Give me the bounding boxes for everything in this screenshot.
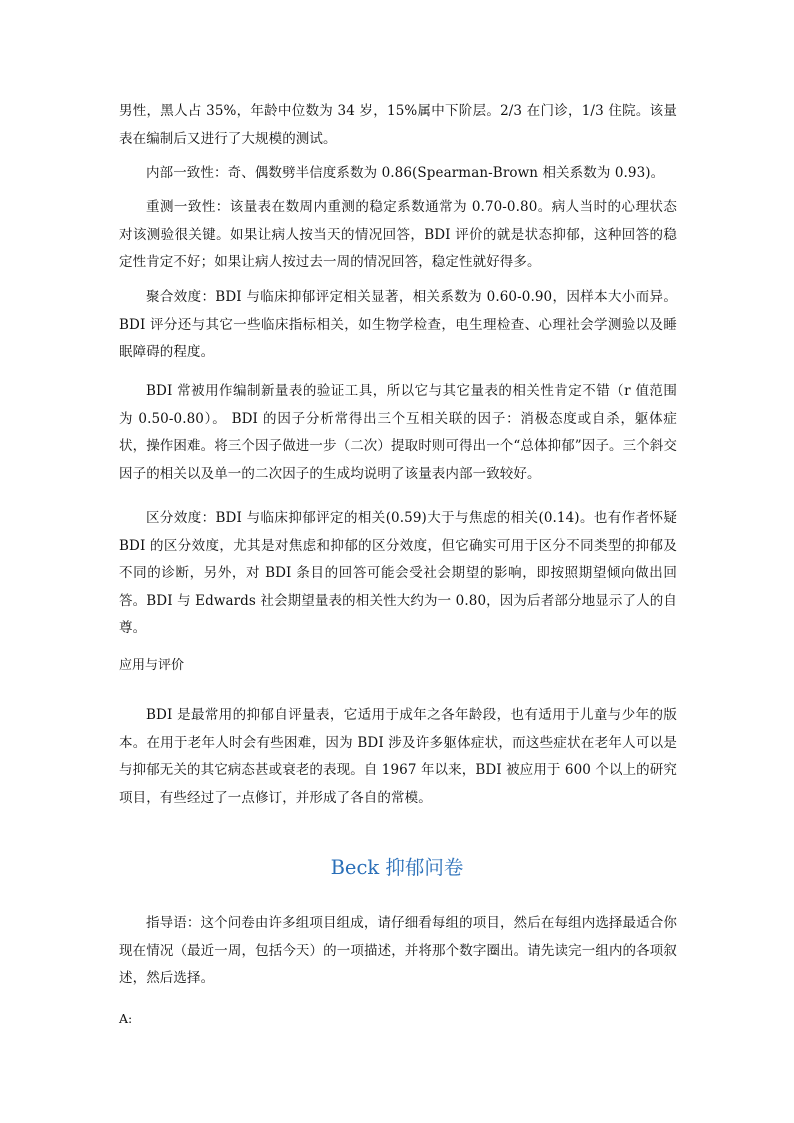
paragraph-sample-description: 男性，黑人占 35%，年龄中位数为 34 岁，15%属中下阶层。2/3 在门诊，1/3 住院。该量表在编制后又进行了大规模的测试。 (119, 103, 677, 147)
paragraph-internal-consistency: 内部一致性：奇、偶数劈半信度系数为 0.86(Spearman-Brown 相关系数为 0.93)。 (146, 165, 665, 181)
section-heading: 应用与评价 (119, 658, 185, 673)
paragraph-application: BDI 是最常用的抑郁自评量表，它适用于成年之各年龄段，也有适用于儿童与少年的版本。在用于老年人时会有些困难，因为 BDI 涉及许多躯体症状，而这些症状在老年人可以是与抑郁无关的其它病态甚或衰老的表现。自 1967 年以来，BDI 被应用于 600 个以上的研究项目，有些经过了一点修订，并形成了各自的常模。 (119, 707, 677, 806)
paragraph-convergent-validity: 聚合效度：BDI 与临床抑郁评定相关显著，相关系数为 0.60-0.90，因样本大小而异。BDI 评分还与其它一些临床指标相关，如生物学检查，电生理检查、心理社会学测验以及睡眠障碍的程度。 (119, 289, 677, 360)
paragraph-factor-analysis: BDI 常被用作编制新量表的验证工具，所以它与其它量表的相关性肯定不错（r 值范围为 0.50-0.80）。 BDI 的因子分析常得出三个互相关联的因子：消极态度或自杀，躯体症状，操作困难。将三个因子做进一步（二次）提取时则可得出一个“总体抑郁”因子。三个斜交因子的相关以及单一的二次因子的生成均说明了该量表内部一致较好。 (119, 383, 678, 482)
questionnaire-title: Beck 抑郁问卷 (330, 856, 464, 879)
item-label-a: A: (119, 1011, 133, 1026)
paragraph-test-retest: 重测一致性：该量表在数周内重测的稳定系数通常为 0.70-0.80。病人当时的心理状态对该测验很关键。如果让病人按当天的情况回答，BDI 评价的就是状态抑郁，这种回答的稳定性肯定不好；如果让病人按过去一周的情况回答，稳定性就好得多。 (119, 199, 677, 270)
paragraph-discriminant-validity: 区分效度：BDI 与临床抑郁评定的相关(0.59)大于与焦虑的相关(0.14)。也有作者怀疑 BDI 的区分效度，尤其是对焦虑和抑郁的区分效度，但它确实可用于区分不同类型的抑郁及不同的诊断，另外，对 BDI 条目的回答可能会受社会期望的影响，即按照期望倾向做出回答。BDI 与 Edwards 社会期望量表的相关性大约为一 0.80，因为后者部分地显示了人的自尊。 (119, 510, 677, 636)
paragraph-instructions: 指导语：这个问卷由许多组项目组成，请仔细看每组的项目，然后在每组内选择最适合你现在情况（最近一周，包括今天）的一项描述，并将那个数字圈出。请先读完一组内的各项叙述，然后选择。 (119, 915, 677, 986)
